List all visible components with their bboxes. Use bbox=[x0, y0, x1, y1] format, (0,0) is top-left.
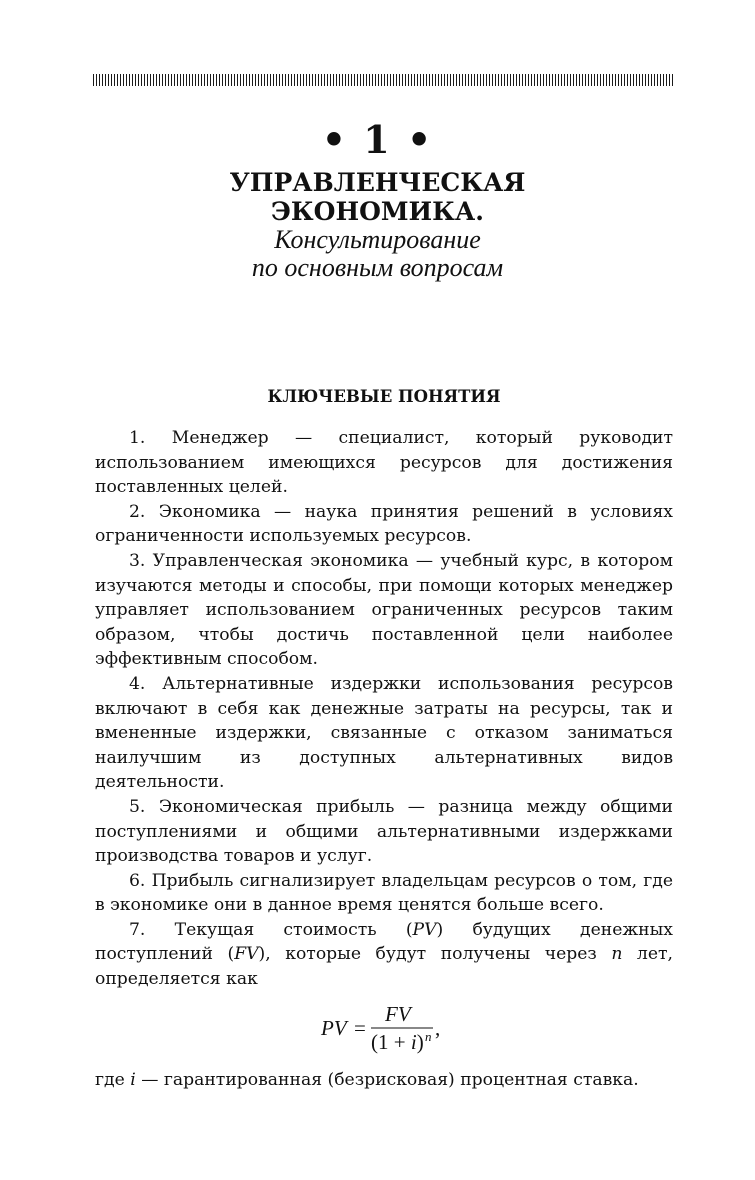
formula-denominator bbox=[371, 1030, 424, 1054]
formula-svg bbox=[321, 1002, 451, 1054]
chapter-subtitle bbox=[0, 226, 755, 282]
explanation-text: где bbox=[95, 1069, 131, 1090]
concept-paragraph: 1. Менеджер — специалист, который руководит использованием имеющихся ресурсов для достижения поставленных целей. bbox=[95, 428, 673, 498]
concept-paragraph: 5. Экономическая прибыль — разница между общими поступлениями и общими альтернативными издержками производства товаров и услуг. bbox=[95, 796, 673, 867]
chapter-title-line-1: УПРАВЛЕНЧЕСКАЯ bbox=[229, 168, 526, 197]
concept-paragraph: 4. Альтернативные издержки использования ресурсов включают в себя как денежные затраты на ресурсы, так и вмененные издержки, связанные с отказом заниматься наилучшим из доступных альтернативных видов деятельности. bbox=[95, 673, 673, 793]
chapter-subtitle-line-2: по основным вопросам bbox=[251, 253, 504, 282]
formula-lhs: PV bbox=[321, 1015, 347, 1040]
concept7-text: лет, определяется как bbox=[95, 944, 673, 990]
concept7-text: ) будущих денежных поступлений ( bbox=[95, 919, 674, 965]
formula-exponent: n bbox=[425, 1028, 432, 1044]
formula-numerator: FV bbox=[385, 1001, 411, 1026]
chapter-title-line-2: ЭКОНОМИКА. bbox=[271, 197, 484, 226]
concept-paragraph: 6. Прибыль сигнализирует владельцам ресурсов о том, где в экономике они в данное время ценятся больше всего. bbox=[95, 870, 673, 916]
concept-paragraph-7 bbox=[95, 918, 673, 992]
pv-symbol: PV bbox=[412, 919, 437, 940]
concept7-text: ), которые будут получены через bbox=[258, 944, 612, 965]
denominator-close: ) bbox=[416, 1029, 424, 1054]
formula-explanation bbox=[95, 1068, 673, 1093]
denominator-open: (1 + bbox=[371, 1029, 411, 1054]
formula-trailing-comma: , bbox=[435, 1015, 441, 1040]
section-heading: КЛЮЧЕВЫЕ ПОНЯТИЯ bbox=[267, 387, 501, 406]
decorative-header-rule bbox=[93, 74, 675, 86]
explanation-text: — гарантированная (безрисковая) процентная ставка. bbox=[135, 1069, 639, 1090]
denominator-var: i bbox=[410, 1029, 417, 1054]
concepts-body bbox=[95, 426, 673, 1092]
chapter-subtitle-line-1: Консультирование bbox=[274, 225, 481, 254]
concept-paragraph: 2. Экономика — наука принятия решений в условиях ограниченности используемых ресурсов. bbox=[95, 501, 673, 547]
formula-equals: = bbox=[354, 1015, 366, 1040]
concept7-text: 7. Текущая стоимость ( bbox=[129, 919, 413, 940]
n-symbol: n bbox=[611, 944, 623, 965]
concept-paragraph: 3. Управленческая экономика — учебный курс, в котором изучаются методы и способы, при помощи которых менеджер управляет использованием ограниченных ресурсов таким образом, чтобы достичь поставленной цели наиболее эффективным способом. bbox=[95, 550, 673, 670]
present-value-formula bbox=[95, 1002, 673, 1054]
i-symbol: i bbox=[130, 1069, 136, 1090]
chapter-number: • 1 • bbox=[321, 117, 434, 162]
chapter-title bbox=[0, 168, 755, 226]
fv-symbol: FV bbox=[234, 944, 259, 965]
